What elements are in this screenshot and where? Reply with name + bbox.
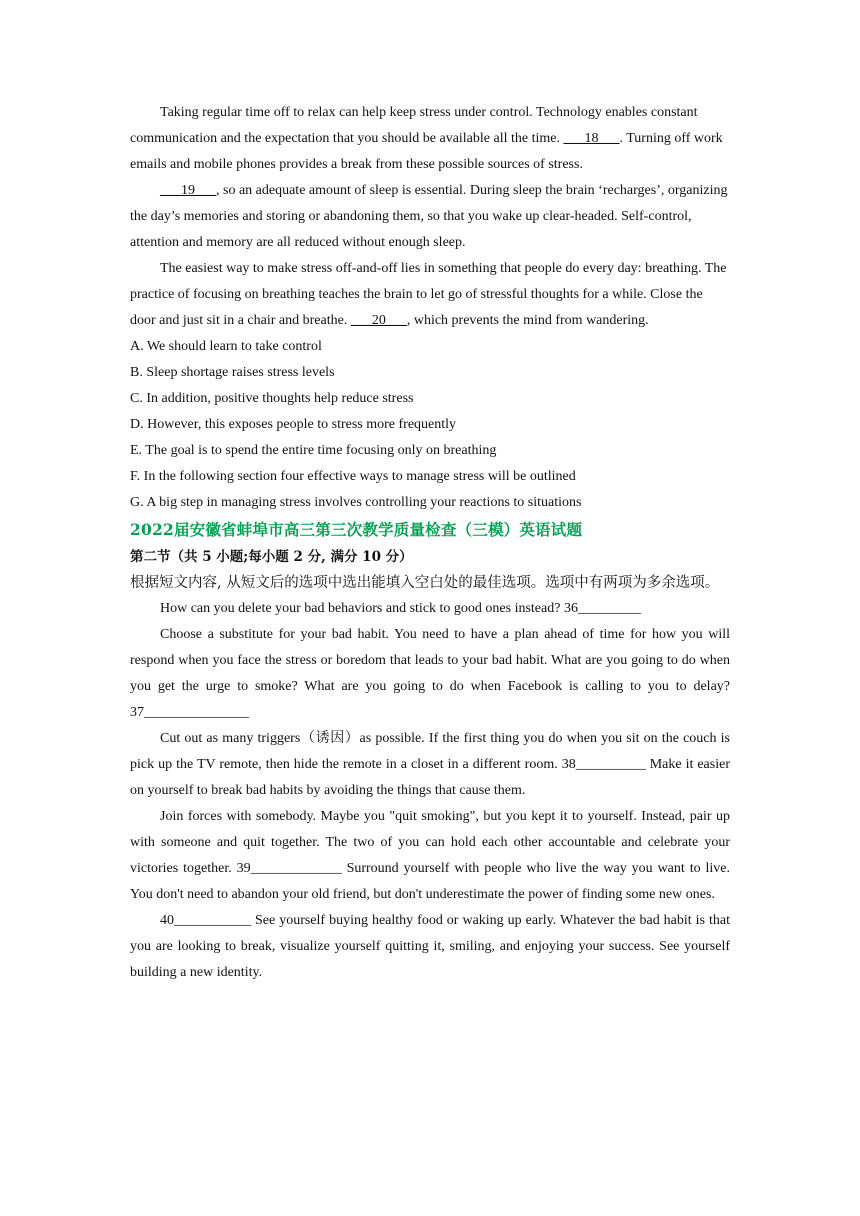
paragraph-substitute: Choose a substitute for your bad habit. You need to have a plan ahead of time for how you will respond when you face the stress or boredom that leads to your bad habit. What are you going to do when you get the urge to smoke? What are you going to do when Facebook is calling to you to delay? 37_______________ — [130, 627, 730, 720]
section-subtitle: 第二节（共 5 小题;每小题 2 分, 满分 10 分） — [130, 549, 413, 565]
paragraph-text: , so an adequate amount of sleep is essential. During sleep the brain ‘recharges’, organizing the day’s memories and storing or abandoning them, so that you wake up clear-headed. Self-control, attention and memory are all reduced without enough sleep. — [130, 183, 728, 250]
document-page — [130, 100, 730, 986]
blank-19: ___19___ — [160, 183, 216, 198]
question-intro: How can you delete your bad behaviors and stick to good ones instead? 36_________ — [160, 601, 641, 616]
instruction-text: 根据短文内容, 从短文后的选项中选出能填入空白处的最佳选项。选项中有两项为多余选项。 — [130, 575, 720, 591]
option-b: B. Sleep shortage raises stress levels — [130, 365, 335, 380]
exam-title: 2022届安徽省蚌埠市高三第三次教学质量检查（三模）英语试题 — [130, 520, 583, 539]
option-e: E. The goal is to spend the entire time focusing only on breathing — [130, 443, 497, 458]
paragraph-18 — [130, 100, 730, 178]
blank-20: ___20___ — [350, 313, 407, 328]
paragraph-text: The easiest way to make stress off-and-off lies in something that people do every day: breathing. The practice of focusing on breathing teaches the brain to let go of stressful thoughts for a while. Close the door and just sit in a chair and breathe. — [130, 261, 727, 328]
paragraph-visualize: 40___________ See yourself buying healthy food or waking up early. Whatever the bad habit is that you are looking to break, visualize yourself quitting it, smiling, and enjoying your success. See yourself building a new identity. — [130, 913, 730, 980]
paragraph-20 — [130, 256, 730, 334]
paragraph-triggers: Cut out as many triggers（诱因）as possible. If the first thing you do when you sit on the couch is pick up the TV remote, then hide the remote in a closet in a different room. 38__________ Make it easier on yourself to break bad habits by avoiding the things that cause them. — [130, 731, 730, 798]
paragraph-text: , which prevents the mind from wandering. — [406, 313, 649, 328]
paragraph-join-forces: Join forces with somebody. Maybe you "quit smoking", but you kept it to yourself. Instead, pair up with someone and quit together. The two of you can hold each other accountable and celebrate your victories together. 39_____________ Surround yourself with people who live the way you want to live. You don't need to abandon your old friend, but don't underestimate the power of finding some new ones. — [130, 809, 730, 902]
paragraph-text: Taking regular time off to relax can help keep stress under control. Technology enables constant communication and the expectation that you should be available all the time. — [130, 105, 698, 146]
option-a: A. We should learn to take control — [130, 339, 322, 354]
option-f: F. In the following section four effective ways to manage stress will be outlined — [130, 469, 576, 484]
blank-18: ___18___ — [563, 131, 620, 146]
paragraph-19 — [130, 178, 730, 256]
option-d: D. However, this exposes people to stress more frequently — [130, 417, 457, 432]
paragraph-text: . Turning off work emails and mobile phones provides a break from these possible sources of stress. — [130, 131, 723, 172]
option-c: C. In addition, positive thoughts help reduce stress — [130, 391, 414, 406]
option-g: G. A big step in managing stress involves controlling your reactions to situations — [130, 495, 582, 510]
